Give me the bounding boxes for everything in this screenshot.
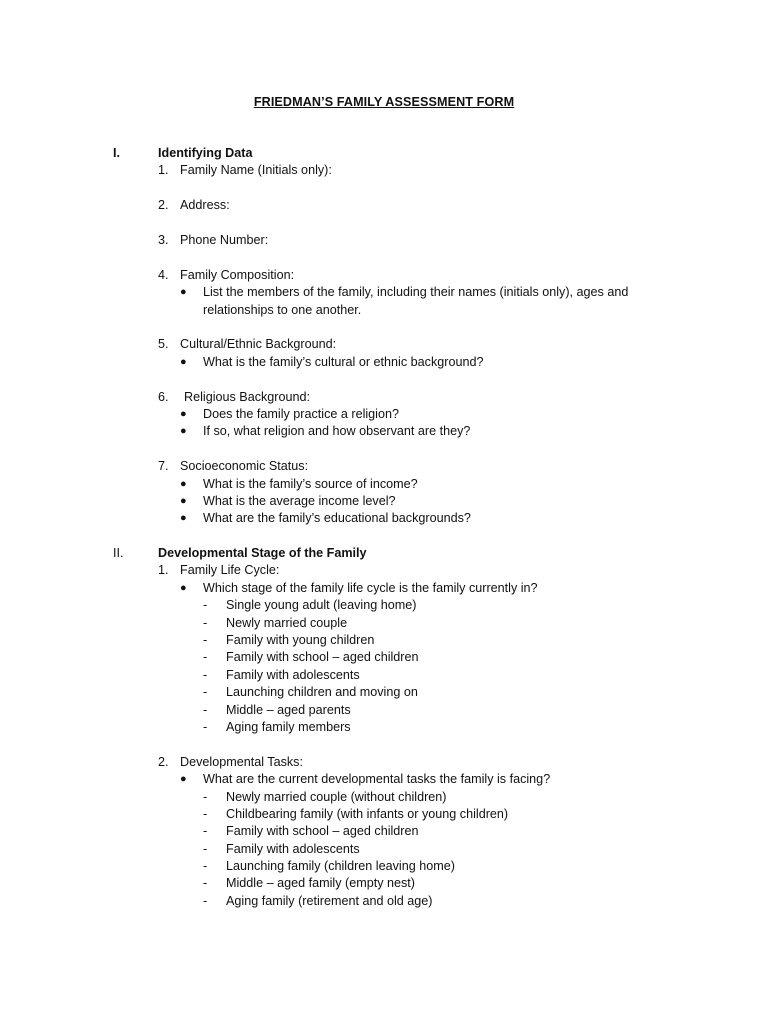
bullet-icon: ● xyxy=(180,581,187,594)
dash-marker: - xyxy=(203,876,208,891)
sub-option-text: Childbearing family (with infants or young children) xyxy=(226,806,509,821)
bullet-item xyxy=(0,510,768,527)
item-label: Address: xyxy=(180,198,230,213)
spacer xyxy=(0,736,768,753)
list-item xyxy=(0,267,768,337)
bullet-list xyxy=(0,354,768,371)
bullet-text: If so, what religion and how observant are they? xyxy=(203,424,471,439)
item-label: Religious Background: xyxy=(184,389,311,404)
item-row xyxy=(0,197,768,214)
bullet-item xyxy=(0,476,768,493)
bullet-icon: ● xyxy=(180,773,187,786)
item-row xyxy=(0,267,768,284)
sub-option-item xyxy=(0,893,768,910)
item-row xyxy=(0,754,768,771)
item-row xyxy=(0,162,768,179)
dash-marker: - xyxy=(203,719,208,734)
sub-option-text: Family with adolescents xyxy=(226,841,360,856)
dash-marker: - xyxy=(203,615,208,630)
sub-option-item xyxy=(0,615,768,632)
dash-marker: - xyxy=(203,598,208,613)
list-item xyxy=(0,232,768,267)
sub-option-item xyxy=(0,875,768,892)
sub-option-text: Single young adult (leaving home) xyxy=(226,598,417,613)
dash-marker: - xyxy=(203,667,208,682)
item-row xyxy=(0,232,768,249)
sub-option-item xyxy=(0,719,768,736)
bullet-item xyxy=(0,493,768,510)
section-items xyxy=(0,562,768,910)
sub-option-item xyxy=(0,806,768,823)
spacer xyxy=(0,371,768,388)
bullet-item xyxy=(0,423,768,440)
bullet-list xyxy=(0,580,768,737)
item-row xyxy=(0,562,768,579)
list-item xyxy=(0,562,768,753)
section-items xyxy=(0,162,768,527)
item-label: Phone Number: xyxy=(180,232,269,247)
bullet-item xyxy=(0,284,768,319)
item-number: 6. xyxy=(158,389,169,404)
dash-marker: - xyxy=(203,702,208,717)
spacer xyxy=(0,441,768,458)
dash-marker: - xyxy=(203,650,208,665)
bullet-icon: ● xyxy=(180,286,187,299)
sub-option-text: Launching family (children leaving home) xyxy=(226,859,455,874)
item-number: 1. xyxy=(158,563,169,578)
bullet-icon: ● xyxy=(180,512,187,525)
bullet-text: Does the family practice a religion? xyxy=(203,406,399,421)
spacer xyxy=(0,249,768,266)
item-label: Family Life Cycle: xyxy=(180,563,280,578)
list-item xyxy=(0,754,768,911)
dash-marker: - xyxy=(203,806,208,821)
sub-option-text: Newly married couple xyxy=(226,615,348,630)
sub-option-item xyxy=(0,597,768,614)
item-number: 2. xyxy=(158,754,169,769)
sub-option-item xyxy=(0,858,768,875)
sub-option-text: Middle – aged family (empty nest) xyxy=(226,876,415,891)
bullet-text: What is the family’s source of income? xyxy=(203,476,418,491)
bullet-icon: ● xyxy=(180,494,187,507)
dash-marker: - xyxy=(203,685,208,700)
spacer xyxy=(0,215,768,232)
bullet-list xyxy=(0,476,768,528)
sub-option-item xyxy=(0,649,768,666)
bullet-text: What are the current developmental tasks the family is facing? xyxy=(203,772,551,787)
bullet-list xyxy=(0,284,768,319)
spacer xyxy=(0,180,768,197)
bullet-icon: ● xyxy=(180,407,187,420)
item-number: 7. xyxy=(158,459,169,474)
dash-marker: - xyxy=(203,789,208,804)
item-label: Family Name (Initials only): xyxy=(180,163,332,178)
bullet-list xyxy=(0,771,768,910)
bullet-item xyxy=(0,354,768,371)
item-row xyxy=(0,389,768,406)
sub-option-item xyxy=(0,823,768,840)
bullet-item xyxy=(0,406,768,423)
sub-option-item xyxy=(0,684,768,701)
sub-option-text: Middle – aged parents xyxy=(226,702,351,717)
sub-option-text: Family with adolescents xyxy=(226,667,360,682)
section-number: II. xyxy=(113,546,124,560)
sub-option-item xyxy=(0,702,768,719)
spacer xyxy=(0,319,768,336)
item-row xyxy=(0,458,768,475)
bullet-icon: ● xyxy=(180,425,187,438)
sub-option-text: Family with young children xyxy=(226,632,375,647)
sub-option-list xyxy=(0,597,768,736)
sub-option-text: Newly married couple (without children) xyxy=(226,789,447,804)
list-item xyxy=(0,389,768,459)
item-number: 2. xyxy=(158,198,169,213)
list-item xyxy=(0,162,768,197)
section-number: I. xyxy=(113,146,120,160)
list-item xyxy=(0,336,768,388)
sub-option-text: Aging family members xyxy=(226,719,351,734)
item-number: 4. xyxy=(158,267,169,282)
item-label: Cultural/Ethnic Background: xyxy=(180,337,337,352)
sub-option-item xyxy=(0,667,768,684)
dash-marker: - xyxy=(203,632,208,647)
bullet-item xyxy=(0,580,768,597)
list-item xyxy=(0,197,768,232)
sub-option-text: Family with school – aged children xyxy=(226,650,419,665)
item-label: Socioeconomic Status: xyxy=(180,459,309,474)
dash-marker: - xyxy=(203,824,208,839)
bullet-icon: ● xyxy=(180,355,187,368)
bullet-text: What are the family’s educational backgrounds? xyxy=(203,511,471,526)
item-number: 5. xyxy=(158,337,169,352)
item-row xyxy=(0,336,768,353)
bullet-item xyxy=(0,771,768,788)
item-label: Developmental Tasks: xyxy=(180,754,303,769)
item-number: 1. xyxy=(158,163,169,178)
sub-option-item xyxy=(0,632,768,649)
bullet-text: List the members of the family, including their names (initials only), ages and relationships to one another. xyxy=(203,285,629,317)
sub-option-list xyxy=(0,789,768,911)
section-heading: Identifying Data xyxy=(158,146,253,160)
document-title: FRIEDMAN’S FAMILY ASSESSMENT FORM xyxy=(253,95,515,109)
sub-option-item xyxy=(0,841,768,858)
list-item xyxy=(0,458,768,528)
sub-option-text: Family with school – aged children xyxy=(226,824,419,839)
dash-marker: - xyxy=(203,893,208,908)
dash-marker: - xyxy=(203,859,208,874)
bullet-text: What is the average income level? xyxy=(203,493,396,508)
sub-option-text: Launching children and moving on xyxy=(226,685,418,700)
dash-marker: - xyxy=(203,841,208,856)
item-label: Family Composition: xyxy=(180,267,295,282)
section-heading: Developmental Stage of the Family xyxy=(158,546,367,560)
bullet-text: Which stage of the family life cycle is the family currently in? xyxy=(203,580,538,595)
sub-option-item xyxy=(0,789,768,806)
bullet-list xyxy=(0,406,768,441)
bullet-icon: ● xyxy=(180,477,187,490)
sub-option-text: Aging family (retirement and old age) xyxy=(226,893,433,908)
item-number: 3. xyxy=(158,232,169,247)
bullet-text: What is the family’s cultural or ethnic background? xyxy=(203,354,484,369)
